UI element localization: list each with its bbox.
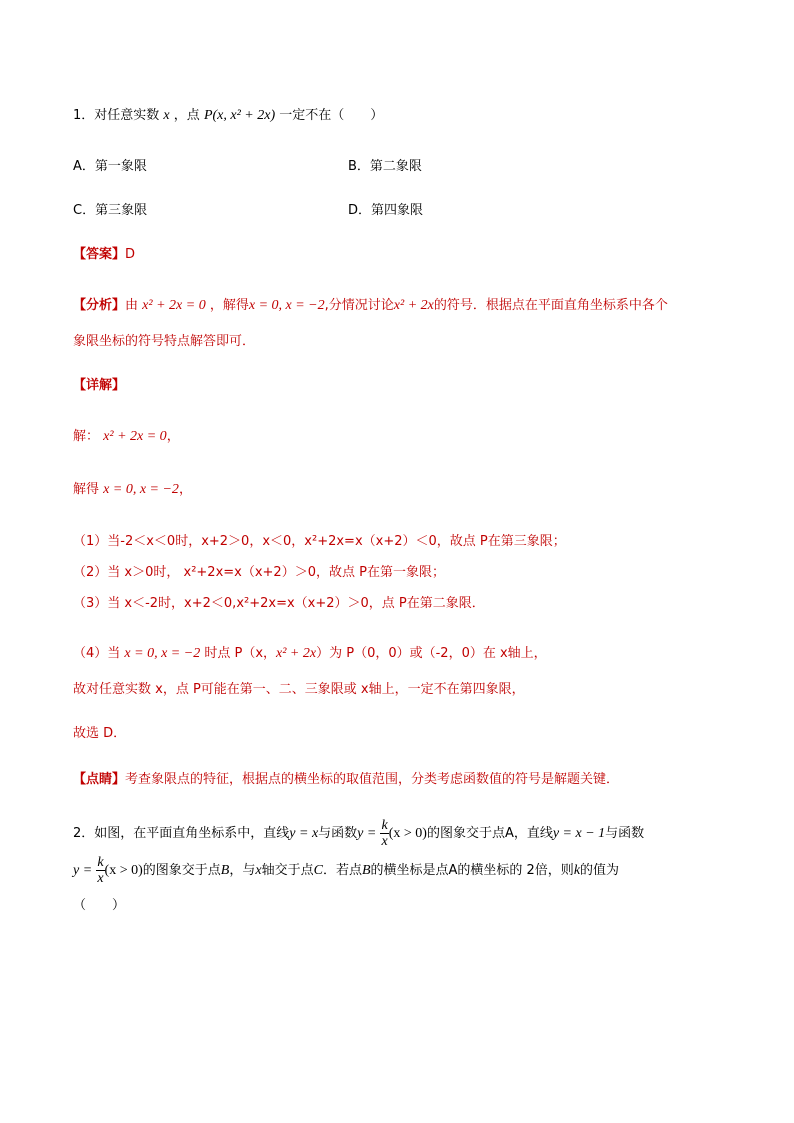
- q2-point-b: B: [220, 863, 230, 878]
- q2-point-b-2: B: [361, 863, 371, 878]
- case-2: （2）当 x＞0时， x²+2x=x（x+2）＞0，故点 P在第一象限；: [73, 565, 445, 580]
- q2-text-2f: 的值为: [580, 863, 620, 878]
- option-a[interactable]: A．第一象限: [73, 159, 147, 174]
- q1-stem: [73, 106, 383, 126]
- solution-line: [73, 427, 180, 447]
- q2-domain-1: (x > 0): [388, 826, 427, 841]
- analysis-line-1: [73, 296, 668, 316]
- answer-tag: 【答案】: [73, 247, 126, 262]
- q2-eq-line1: y = x: [289, 826, 319, 841]
- solution-eq-end: ，: [166, 429, 180, 444]
- comment-text: 考查象限点的特征，根据点的横坐标的取值范围，分类考虑函数值的符号是解题关键．: [125, 772, 620, 787]
- q1-var-x: x: [163, 108, 170, 123]
- case-4: [73, 644, 547, 664]
- q2-text-2d: ．若点: [322, 863, 362, 878]
- q2-eq-line2: y = x − 1: [552, 826, 606, 841]
- q2-line-2: [73, 853, 619, 889]
- q2-frac-num-1: k: [381, 818, 388, 833]
- detail-tag-label: 【详解】: [73, 378, 126, 393]
- q2-domain-2: (x > 0): [104, 863, 143, 878]
- q2-text-1b: 与函数: [318, 826, 358, 841]
- case-4-eq: x = 0, x = −2: [124, 646, 201, 661]
- answer-value: D: [125, 247, 136, 262]
- q2-text-1d: 与函数: [605, 826, 645, 841]
- q2-y-eq-1: y =: [357, 826, 377, 841]
- case-4-eq2: x² + 2x: [276, 646, 317, 661]
- q2-text-2c: 轴交于点: [261, 863, 314, 878]
- q2-frac-den-2: x: [97, 871, 104, 886]
- case-4-b: 时点 P（x，: [204, 646, 277, 661]
- answer-line: [73, 245, 135, 265]
- case-4-a: （4）当: [73, 646, 121, 661]
- q2-frac-den-1: x: [381, 834, 388, 849]
- q2-text-2a: 的图象交于点: [142, 863, 221, 878]
- roots-line: [73, 480, 192, 500]
- q2-frac-num-2: k: [97, 855, 104, 870]
- q1-point: P(x, x² + 2x): [203, 108, 276, 123]
- solution-label: 解：: [73, 429, 100, 444]
- q1-lead: 1．对任意实数: [73, 108, 160, 123]
- option-d[interactable]: D．第四象限: [348, 203, 424, 218]
- roots-label: 解得: [73, 482, 100, 497]
- case-3: （3）当 x＜-2时，x+2＜0,x²+2x=x（x+2）＞0，点 P在第二象限．: [73, 596, 485, 611]
- q2-var-k: k: [573, 863, 581, 878]
- analysis-eq-2: x = 0, x = −2: [248, 298, 325, 313]
- q2-point-c: C: [313, 863, 323, 878]
- analysis-tag: 【分析】: [73, 298, 126, 313]
- analysis-eq-1: x² + 2x = 0: [142, 298, 206, 313]
- analysis-text-1a: 由: [125, 298, 139, 313]
- case-1: （1）当-2＜x＜0时，x+2＞0，x＜0，x²+2x=x（x+2）＜0，故点 P在第三象限；: [73, 534, 566, 549]
- conclusion: 故对任意实数 x，点 P可能在第一、二、三象限或 x轴上，一定不在第四象限，: [73, 682, 525, 697]
- q2-text-1c: 的图象交于点A，直线: [426, 826, 553, 841]
- comment-line: [73, 770, 619, 790]
- q2-text-2b: ，与: [229, 863, 256, 878]
- roots-eq: x = 0, x = −2: [103, 482, 179, 497]
- analysis-text-1d: 的符号．根据点在平面直角坐标系中各个: [433, 298, 668, 313]
- q1-tail: 一定不在（ ）: [279, 108, 384, 123]
- q2-axis-x: x: [255, 863, 262, 878]
- q1-sep: ，点: [173, 108, 200, 123]
- detail-tag: [73, 376, 125, 396]
- analysis-eq-3: x² + 2x: [393, 298, 434, 313]
- comment-tag: 【点睛】: [73, 772, 126, 787]
- q2-text-2e: 的横坐标是点A的横坐标的 2倍，则: [370, 863, 574, 878]
- option-c[interactable]: C．第三象限: [73, 203, 148, 218]
- case-4-c: ）为 P（0，0）或（-2，0）在 x轴上，: [316, 646, 547, 661]
- q2-line-3: （ ）: [73, 898, 126, 913]
- solution-eq: x² + 2x = 0: [103, 429, 167, 444]
- q2-text-1a: 2．如图，在平面直角坐标系中，直线: [73, 826, 290, 841]
- analysis-line-2: 象限坐标的符号特点解答即可．: [73, 334, 256, 349]
- option-b[interactable]: B．第二象限: [348, 159, 422, 174]
- choose: 故选 D．: [73, 726, 127, 741]
- analysis-text-1c: ,分情况讨论: [324, 298, 394, 313]
- q2-fraction-2: [96, 855, 104, 886]
- q2-y-eq-2: y =: [73, 863, 93, 878]
- q2-fraction-1: [380, 818, 388, 849]
- q2-line-1: [73, 816, 644, 852]
- analysis-text-1b: ，解得: [209, 298, 249, 313]
- roots-end: ，: [178, 482, 192, 497]
